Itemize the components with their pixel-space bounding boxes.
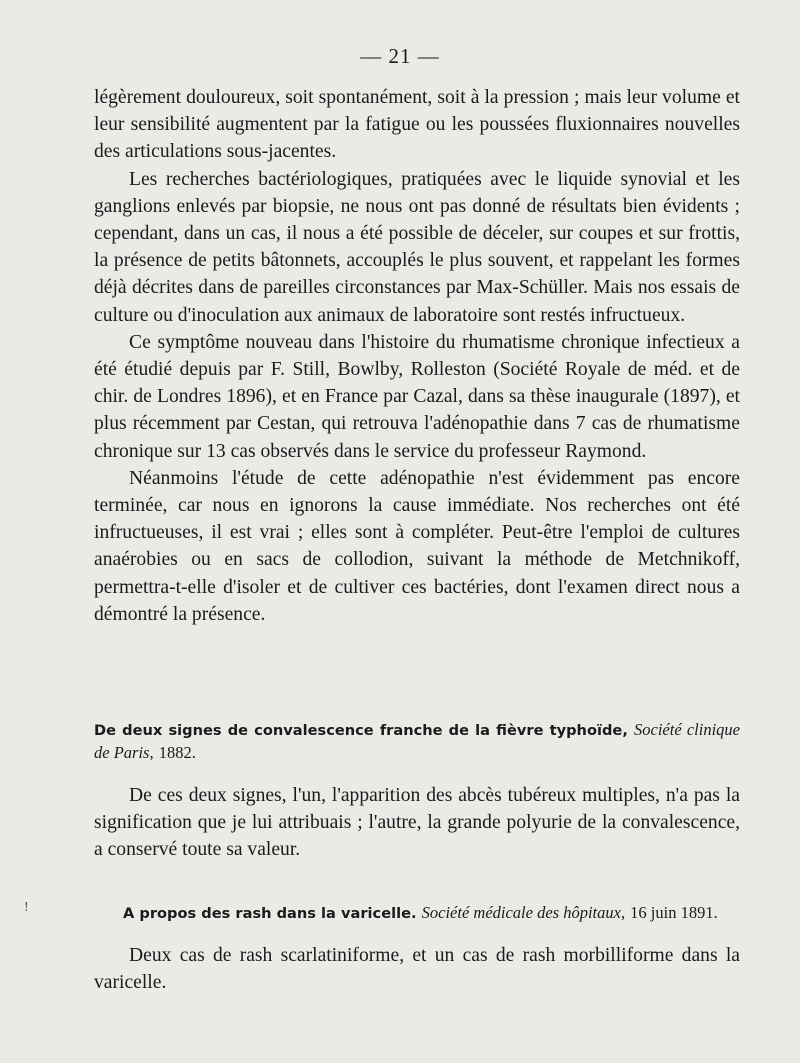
section-source: Société médicale des hôpitaux, bbox=[421, 903, 626, 922]
section-title: De deux signes de convalescence franche de la fièvre typhoïde, bbox=[94, 722, 628, 739]
section-heading-typhoid bbox=[94, 719, 740, 765]
section-title: A propos des rash dans la varicelle. bbox=[123, 905, 417, 922]
text-block-adenopathy bbox=[94, 84, 740, 628]
margin-mark: ! bbox=[24, 900, 29, 915]
paragraph-conclusion: Néanmoins l'étude de cette adénopathie n'est évidemment pas encore terminée, car nous en ignorons la cause immédiate. Nos recherches ont été infructueuses, il est vrai ; elles sont à compléter. Peut-être l'emploi de cultures anaérobies ou en sacs de collodion, suivant la méthode de Metchnikoff, permettra-t-elle d'isoler et de cultiver ces bactéries, dont l'examen direct nous a démontré la présence. bbox=[94, 467, 740, 625]
paragraph-varicelle: Deux cas de rash scarlatiniforme, et un cas de rash morbilliforme dans la varicelle. bbox=[94, 945, 740, 994]
text-block-varicelle bbox=[94, 942, 740, 996]
paragraph-bacteriology: Les recherches bactériologiques, pratiquées avec le liquide synovial et les ganglions enlevés par biopsie, ne nous ont pas donné de résultats bien évidents ; cependant, dans un cas, il nous a été possible de déceler, sur coupes et sur frottis, la présence de petits bâtonnets, accouplés le plus souvent, et rappelant les formes déjà décrites dans de pareilles circonstances par Max-Schüller. Mais nos essais de culture ou d'inoculation aux animaux de laboratoire sont restés infructueux. bbox=[94, 168, 740, 326]
text-block-typhoid bbox=[94, 782, 740, 864]
section-year: 1882. bbox=[158, 743, 196, 762]
paragraph-typhoid: De ces deux signes, l'un, l'apparition des abcès tubéreux multiples, n'a pas la signification que je lui attribuais ; l'autre, la grande polyurie de la convalescence, a conservé toute sa valeur. bbox=[94, 785, 740, 861]
section-source: Société clinique de Paris, bbox=[94, 720, 740, 762]
paragraph-continued: légèrement douloureux, soit spontanément, soit à la pression ; mais leur volume et leur sensibilité augmentent par la fatigue ou les poussées fluxionnaires nouvelles des articulations sous-jacentes. bbox=[94, 87, 740, 163]
section-heading-varicelle bbox=[123, 902, 743, 925]
paragraph-history: Ce symptôme nouveau dans l'histoire du rhumatisme chronique infectieux a été étudié depuis par F. Still, Bowlby, Rolleston (Société Royale de méd. et de chir. de Londres 1896), et en France par Cazal, dans sa thèse inaugurale (1897), et plus récemment par Cestan, qui retrouva l'adénopathie dans 7 cas de rhumatisme chronique sur 13 cas observés dans le service du professeur Raymond. bbox=[94, 331, 740, 462]
page-number: — 21 — bbox=[360, 44, 440, 68]
section-date: 16 juin 1891. bbox=[630, 903, 718, 922]
